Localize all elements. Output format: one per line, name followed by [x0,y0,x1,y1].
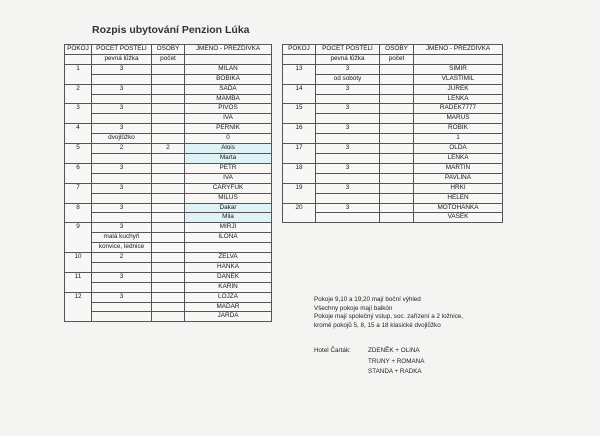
beds-cell: 3 [316,163,380,173]
guest-name-cell: MIRJI [185,223,272,233]
header-postele-sub: pevná lůžka [92,54,152,64]
persons-cell [152,243,185,253]
persons-cell [380,213,414,223]
guest-name-cell: BOBIKA [185,74,272,84]
hotel-guests: TRUNY + ROMANA [368,357,425,365]
room-row [65,134,272,144]
persons-cell [152,124,185,134]
persons-cell [152,114,185,124]
room-row [65,292,272,302]
note-line: Všechny pokoje mají balkón [314,304,393,312]
header-osoby-sub: počet [380,54,414,64]
beds-cell: 3 [92,124,152,134]
room-row [65,262,272,272]
guest-name-cell: Marta [185,153,272,163]
room-number: 14 [283,84,316,104]
room-number: 5 [65,144,92,164]
persons-cell: 2 [152,144,185,154]
room-row [283,203,503,213]
guest-name-cell: DANEK [185,272,272,282]
room-row [65,104,272,114]
guest-name-cell: MARTIN [414,163,503,173]
persons-cell [380,183,414,193]
note-line: kromě pokojů 5, 8, 15 a 18 klasické dvojlůžko [314,321,441,329]
room-row [65,312,272,322]
guest-name-cell: Alois [185,144,272,154]
beds-cell [92,173,152,183]
room-number: 9 [65,223,92,253]
room-number: 3 [65,104,92,124]
beds-cell: 2 [92,144,152,154]
room-row [65,144,272,154]
room-number: 4 [65,124,92,144]
room-number: 11 [65,272,92,292]
guest-name-cell: LOJZA [185,292,272,302]
guest-name-cell: ŽELVA [185,253,272,263]
header-osoby: OSOBY [380,45,414,55]
beds-cell: 3 [92,104,152,114]
guest-name-cell: JUREK [414,84,503,94]
beds-cell [316,114,380,124]
beds-cell: 3 [92,223,152,233]
room-row [65,203,272,213]
hotel-label: Hotel Čarták: [314,347,351,354]
beds-cell [316,153,380,163]
left-room-table [64,44,272,322]
beds-cell: 3 [316,104,380,114]
room-number: 8 [65,203,92,223]
beds-cell: 3 [92,272,152,282]
beds-cell [92,193,152,203]
guest-name-cell: LENKA [414,94,503,104]
room-number: 7 [65,183,92,203]
beds-cell [92,74,152,84]
persons-cell [380,84,414,94]
persons-cell [380,153,414,163]
guest-name-cell: JARDA [185,312,272,322]
room-row [65,124,272,134]
beds-cell: 3 [316,183,380,193]
persons-cell [152,94,185,104]
persons-cell [152,84,185,94]
guest-name-cell: 0 [185,134,272,144]
room-number: 12 [65,292,92,322]
persons-cell [152,223,185,233]
guest-name-cell: OLDA [414,144,503,154]
beds-cell: 3 [316,84,380,94]
room-row [65,223,272,233]
guest-name-cell: HRKI [414,183,503,193]
room-row [283,64,503,74]
room-row [65,233,272,243]
beds-cell [316,213,380,223]
beds-cell: od soboty [316,74,380,84]
beds-cell [92,114,152,124]
header-pokoj: POKOJ [283,45,316,55]
room-row [283,173,503,183]
persons-cell [152,233,185,243]
persons-cell [380,134,414,144]
beds-cell [92,153,152,163]
persons-cell [380,193,414,203]
room-row [65,153,272,163]
header-postele-sub: pevná lůžka [316,54,380,64]
persons-cell [380,124,414,134]
beds-cell: 3 [92,64,152,74]
beds-cell [316,193,380,203]
header-pokoj-sub [283,54,316,64]
room-number: 19 [283,183,316,203]
persons-cell [152,104,185,114]
guest-name-cell: IVA [185,114,272,124]
room-row [65,74,272,84]
header-postele: POČET POSTELÍ [316,45,380,55]
persons-cell [380,74,414,84]
persons-cell [152,153,185,163]
room-row [65,173,272,183]
header-pokoj: POKOJ [65,45,92,55]
room-number: 15 [283,104,316,124]
guest-name-cell: ROBÍK [414,124,503,134]
room-row [65,114,272,124]
room-number: 17 [283,144,316,164]
guest-name-cell: MILUŠ [185,193,272,203]
persons-cell [152,134,185,144]
beds-cell: 2 [92,253,152,263]
persons-cell [380,64,414,74]
persons-cell [152,193,185,203]
room-number: 16 [283,124,316,144]
room-number: 1 [65,64,92,84]
guest-name-cell: Dakar [185,203,272,213]
guest-name-cell: MOTOHANKA [414,203,503,213]
persons-cell [152,292,185,302]
persons-cell [152,312,185,322]
persons-cell [152,302,185,312]
persons-cell [380,173,414,183]
persons-cell [380,114,414,124]
guest-name-cell: PAVLÍNA [414,173,503,183]
guest-name-cell [185,243,272,253]
room-number: 18 [283,163,316,183]
room-number: 20 [283,203,316,223]
room-row [283,124,503,134]
room-row [65,64,272,74]
room-row [283,153,503,163]
room-number: 13 [283,64,316,84]
guest-name-cell: ČÁRYFUK [185,183,272,193]
header-jmeno: JMÉNO - PŘEZDÍVKA [185,45,272,55]
guest-name-cell: VAŠEK [414,213,503,223]
persons-cell [152,282,185,292]
room-row [65,163,272,173]
beds-cell [92,302,152,312]
beds-cell: konvice, lednice [92,243,152,253]
room-row [65,302,272,312]
persons-cell [380,144,414,154]
beds-cell: 3 [92,292,152,302]
room-number: 10 [65,253,92,273]
persons-cell [152,272,185,282]
room-notes [314,296,463,330]
guest-name-cell: RADEK7777 [414,104,503,114]
persons-cell [152,213,185,223]
room-row [283,94,503,104]
room-row [65,243,272,253]
beds-cell [92,94,152,104]
beds-cell: 3 [92,183,152,193]
guest-name-cell: SIMIR [414,64,503,74]
guest-name-cell: MILAN [185,64,272,74]
guest-name-cell: IVA [185,173,272,183]
guest-name-cell: MAĎAR [185,302,272,312]
room-row [283,144,503,154]
guest-name-cell: HANKA [185,262,272,272]
guest-name-cell: Mila [185,213,272,223]
beds-cell: 3 [92,84,152,94]
guest-name-cell: HELEN [414,193,503,203]
persons-cell [152,74,185,84]
room-row [283,74,503,84]
persons-cell [152,163,185,173]
page-title: Rozpis ubytování Penzion Lúka [92,24,250,36]
room-row [283,213,503,223]
guest-name-cell: 1 [414,134,503,144]
note-line: Pokoje 9,10 a 19,20 mají boční výhled [314,296,421,303]
beds-cell: 3 [316,203,380,213]
room-row [283,114,503,124]
room-row [283,193,503,203]
right-room-table [282,44,503,223]
room-row [65,94,272,104]
beds-cell: 3 [92,203,152,213]
room-row [283,163,503,173]
room-row [65,282,272,292]
room-number: 2 [65,84,92,104]
room-row [283,84,503,94]
beds-cell [316,173,380,183]
header-postele: POČET POSTELÍ [92,45,152,55]
note-line: Pokoje mají společný vstup, soc. zařízení a 2 ložnice, [314,313,464,321]
beds-cell [92,262,152,272]
hotel-guests: STANDA + RADKA [368,368,422,375]
guest-name-cell: VLASTIMIL [414,74,503,84]
guest-name-cell: PIVOŠ [185,104,272,114]
guest-name-cell: ILONA [185,233,272,243]
beds-cell [92,213,152,223]
persons-cell [152,203,185,213]
beds-cell [92,282,152,292]
room-row [283,183,503,193]
guest-name-cell: PERNÍK [185,124,272,134]
guest-name-cell: SAĎA [185,84,272,94]
beds-cell: malá kuchyň [92,233,152,243]
beds-cell [92,312,152,322]
room-number: 6 [65,163,92,183]
header-jmeno-sub [185,54,272,64]
header-jmeno-sub [414,54,503,64]
persons-cell [152,262,185,272]
room-row [65,253,272,263]
beds-cell: 3 [316,124,380,134]
beds-cell: 3 [92,163,152,173]
persons-cell [152,64,185,74]
beds-cell: 3 [316,144,380,154]
header-pokoj-sub [65,54,92,64]
beds-cell [316,134,380,144]
beds-cell: dvojlůžko [92,134,152,144]
persons-cell [152,173,185,183]
hotel-section [314,346,424,378]
room-row [65,193,272,203]
persons-cell [380,94,414,104]
room-row [65,213,272,223]
room-row [283,104,503,114]
persons-cell [380,203,414,213]
guest-name-cell: MARUŠ [414,114,503,124]
guest-name-cell: LENKA [414,153,503,163]
guest-name-cell: KARIN [185,282,272,292]
room-row [283,134,503,144]
hotel-guests: ZDENĚK + OLINA [368,347,420,354]
guest-name-cell: MAMBA [185,94,272,104]
beds-cell [316,94,380,104]
guest-name-cell: PETR [185,163,272,173]
room-row [65,84,272,94]
header-osoby: OSOBY [152,45,185,55]
persons-cell [152,183,185,193]
header-jmeno: JMÉNO - PŘEZDÍVKA [414,45,503,55]
beds-cell: 3 [316,64,380,74]
header-osoby-sub: počet [152,54,185,64]
persons-cell [380,163,414,173]
persons-cell [152,253,185,263]
room-row [65,183,272,193]
room-row [65,272,272,282]
persons-cell [380,104,414,114]
